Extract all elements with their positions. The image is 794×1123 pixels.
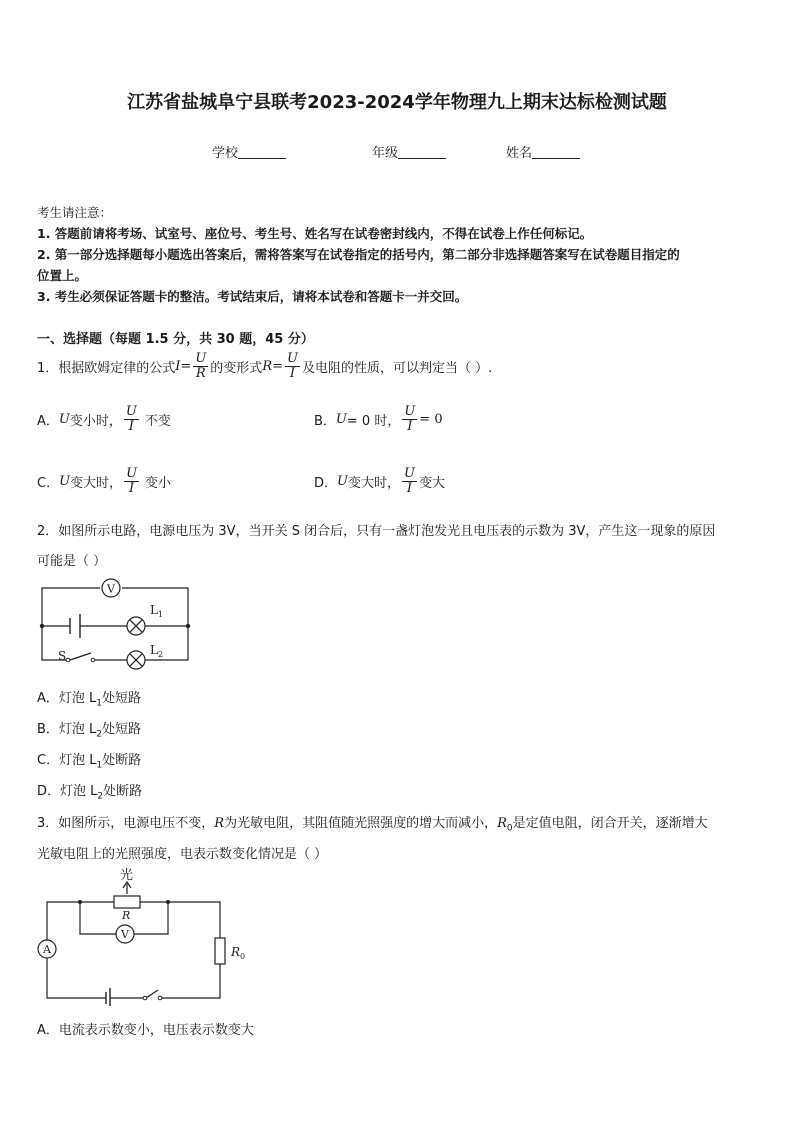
q1-stem-a: 1．根据欧姆定律的公式 — [37, 360, 176, 376]
q3-r-label: R — [122, 909, 131, 922]
q1-c-label: C． — [37, 475, 60, 491]
notice-item-3: 3. 考生必须保证答题卡的整洁。考试结束后，请将本试卷和答题卡一并交回。 — [37, 289, 468, 304]
q1-d-label: D． — [314, 475, 338, 491]
q3-stem-line-1: 3．如图所示，电源电压不变，R为光敏电阻，其阻值随光照强度的增大而减小，$R_0$是定值电阻，闭合开关，逐渐增大 — [37, 816, 708, 834]
q1-fraction-u-over-i — [285, 352, 300, 381]
q1-stem-c: 及电阻的性质，可以判定当（ ）. — [301, 360, 493, 376]
q1-b-var: U — [335, 411, 347, 427]
school-field — [212, 142, 286, 161]
q3-stem-line-2: 光敏电阻上的光照强度，电表示数变化情况是（ ） — [37, 847, 328, 862]
q1-frac1-num: U — [195, 350, 207, 366]
q1-d-tail: 变大 — [418, 475, 445, 491]
q1-stem — [37, 348, 492, 384]
notice-heading: 考生请注意： — [37, 205, 113, 220]
notice-item-2: 2. 第一部分选择题每小题选出答案后，需将答案写在试卷指定的括号内，第二部分非选择题答案写在试卷题目指定的 — [37, 247, 680, 262]
q3-ammeter-label: A — [43, 943, 51, 956]
q1-option-c — [37, 462, 171, 500]
q2-option-b: B．灯泡 $L_2$处短路 — [37, 722, 142, 740]
q2-option-c: C．灯泡 $L_1$处断路 — [37, 753, 142, 771]
q1-d-text: 变大时， — [347, 475, 400, 491]
q3-option-a: A．电流表示数变小，电压表示数变大 — [37, 1023, 254, 1038]
q1-d-frac-num: U — [404, 465, 415, 481]
name-blank — [532, 146, 580, 159]
name-label: 姓名 — [506, 146, 533, 161]
grade-label: 年级 — [372, 146, 399, 161]
q1-frac2-den: I — [289, 365, 296, 381]
q1-c-tail: 变小 — [145, 475, 172, 491]
q1-b-frac-den: I — [407, 418, 413, 434]
q1-a-label: A． — [37, 413, 59, 429]
q1-d-fraction — [402, 467, 417, 496]
q1-b-label: B． — [314, 413, 336, 429]
q2-switch-label: S — [58, 649, 67, 663]
q3-circuit-diagram — [34, 866, 254, 1006]
grade-field — [372, 142, 446, 161]
page-title: 江苏省盐城阜宁县联考2023-2024学年物理九上期末达标检测试题 — [127, 92, 667, 113]
q1-a-tail: 不变 — [144, 413, 171, 429]
q1-eq-1: = — [180, 358, 192, 374]
school-label: 学校 — [212, 146, 239, 161]
q1-c-text: 变大时， — [70, 475, 123, 491]
q1-fraction-u-over-r — [193, 352, 208, 381]
q2-stem-line-2: 可能是（ ） — [37, 554, 107, 569]
q2-option-d: D．灯泡 $L_2$处断路 — [37, 784, 143, 802]
q1-c-frac-num: U — [126, 465, 138, 481]
q1-d-frac-den: I — [406, 480, 413, 496]
q1-b-text: = 0 时， — [346, 413, 401, 429]
q2-stem-line-1: 2．如图所示电路，电源电压为 3V，当开关 S 闭合后，只有一盏灯泡发光且电压表的示数为 3V，产生这一现象的原因 — [37, 524, 716, 539]
q1-c-frac-den: I — [128, 480, 135, 496]
notice-item-2-cont: 位置上。 — [37, 268, 88, 283]
q1-a-frac-num: U — [125, 403, 137, 419]
school-blank — [238, 146, 286, 159]
q1-d-var: U — [337, 473, 348, 489]
q1-frac1-den: R — [195, 365, 206, 381]
q2-lamp1-label: $L_1$ — [150, 603, 164, 619]
q3-photoresistor-symbol — [114, 896, 140, 908]
q1-frac2-num: U — [287, 350, 298, 366]
q1-b-tail: = 0 — [419, 411, 443, 427]
q2-circuit-diagram — [36, 574, 201, 672]
q1-option-d — [314, 462, 445, 500]
q2-option-a: A．灯泡 $L_1$处短路 — [37, 691, 142, 709]
q1-a-var: U — [58, 411, 70, 427]
q3-voltmeter-label: V — [121, 928, 129, 941]
q1-option-a — [37, 400, 171, 438]
q1-a-text: 变小时， — [69, 413, 122, 429]
q1-b-frac-num: U — [404, 403, 416, 419]
q1-a-frac-den: I — [128, 418, 134, 434]
name-field — [506, 142, 580, 161]
grade-blank — [398, 146, 446, 159]
q1-b-fraction — [402, 405, 417, 434]
q1-a-fraction — [124, 405, 139, 434]
q1-option-b — [314, 400, 443, 438]
q1-c-var: U — [59, 473, 71, 489]
q2-voltmeter-label: V — [107, 582, 115, 596]
notice-item-1: 1. 答题前请将考场、试室号、座位号、考生号、姓名写在试卷密封线内，不得在试卷上作任何标记。 — [37, 226, 593, 241]
q1-eq-2: = — [272, 358, 284, 374]
q3-r0-symbol — [215, 938, 225, 964]
q2-lamp2-label: $L_2$ — [150, 643, 164, 659]
q1-var-r: R — [262, 358, 273, 374]
q1-var-i: I — [175, 358, 181, 374]
section-heading: 一、选择题（每题 1.5 分，共 30 题，45 分） — [37, 332, 314, 347]
q3-r0-label: $R_0$ — [231, 945, 246, 961]
q1-stem-b: 的变形式 — [210, 360, 263, 376]
q3-light-label: 光 — [120, 868, 134, 883]
q1-c-fraction — [124, 467, 139, 496]
